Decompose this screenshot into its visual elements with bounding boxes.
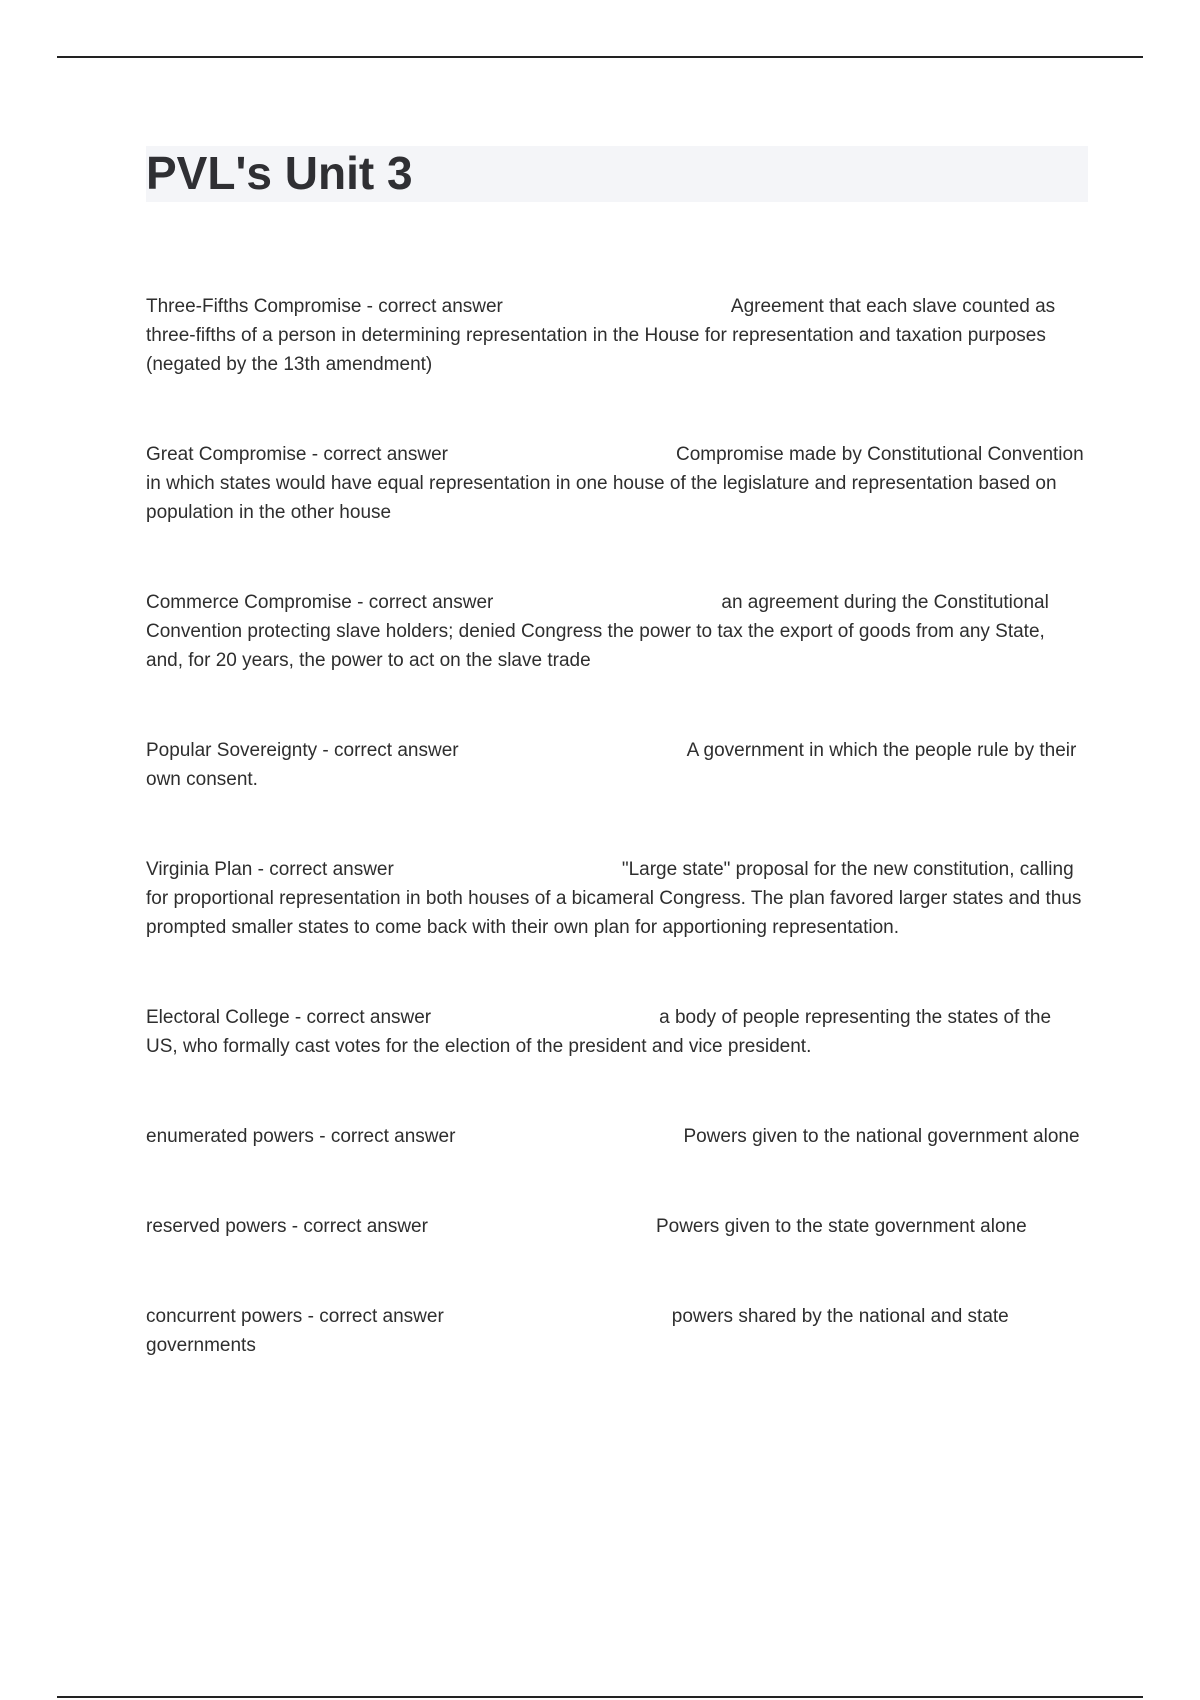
flashcard-term: reserved powers (146, 1216, 287, 1237)
page-title: PVL's Unit 3 (146, 147, 413, 199)
flashcard-definition: A government in which the people rule by their own consent. (146, 740, 1077, 790)
answer-marker: correct answer (378, 296, 503, 317)
flashcard-term: Commerce Compromise (146, 592, 352, 613)
flashcard-popular-sovereignty (146, 736, 1086, 794)
flashcard-definition: powers shared by the national and state governments (146, 1306, 1009, 1356)
flashcard-great-compromise (146, 440, 1086, 527)
flashcard-definition: an agreement during the Constitutional Convention protecting slave holders; denied Congress the power to tax the export of goods from any State, and, for 20 years, the power to act on the slave trade (146, 592, 1049, 671)
term-separator: - (286, 1216, 304, 1237)
answer-marker: correct answer (306, 1007, 432, 1028)
flashcard-electoral-college (146, 1003, 1086, 1061)
flashcard-definition: Powers given to the national government alone (683, 1126, 1080, 1147)
flashcard-term: Three-Fifths Compromise (146, 296, 362, 317)
flashcard-definition: Powers given to the state government alone (655, 1216, 1027, 1237)
answer-marker: correct answer (323, 444, 448, 465)
answer-marker: correct answer (368, 592, 494, 613)
page-bottom-rule (57, 1696, 1143, 1698)
term-separator: - (289, 1007, 307, 1028)
flashcard-definition: Agreement that each slave counted as three-fifths of a person in determining representation in the House for representation and taxation purposes (negated by the 13th amendment) (146, 296, 1056, 375)
term-separator: - (317, 740, 334, 761)
flashcard-three-fifths-compromise (146, 292, 1086, 379)
term-separator: - (351, 592, 369, 613)
flashcard-term: Popular Sovereignty (146, 740, 318, 761)
flashcard-definition: a body of people representing the states of the US, who formally cast votes for the election of the president and vice president. (146, 1007, 1052, 1057)
answer-marker: correct answer (303, 1216, 428, 1237)
page-top-rule (57, 56, 1143, 58)
answer-marker: correct answer (269, 859, 394, 880)
flashcard-reserved-powers (146, 1212, 1086, 1241)
flashcard-term: concurrent powers (146, 1306, 303, 1327)
flashcard-definition: Compromise made by Constitutional Convention in which states would have equal representation in one house of the legislature and representation based on population in the other house (146, 444, 1084, 523)
term-separator: - (302, 1306, 320, 1327)
flashcard-term: Virginia Plan (146, 859, 253, 880)
term-separator: - (313, 1126, 331, 1147)
term-separator: - (361, 296, 379, 317)
flashcard-term: Great Compromise (146, 444, 307, 465)
flashcard-term: Electoral College (146, 1007, 290, 1028)
answer-marker: correct answer (319, 1306, 444, 1327)
answer-marker: correct answer (334, 740, 459, 761)
term-separator: - (306, 444, 324, 465)
flashcard-term: enumerated powers (146, 1126, 314, 1147)
flashcard-enumerated-powers (146, 1122, 1086, 1151)
flashcard-concurrent-powers (146, 1302, 1086, 1360)
flashcard-list (146, 292, 1086, 1360)
answer-marker: correct answer (330, 1126, 456, 1147)
flashcard-virginia-plan (146, 855, 1086, 942)
flashcard-definition: "Large state" proposal for the new constitution, calling for proportional representation in both houses of a bicameral Congress. The plan favored larger states and thus prompted smaller states to come back with their own plan for apportioning representation. (146, 859, 1082, 938)
term-separator: - (252, 859, 270, 880)
flashcard-commerce-compromise (146, 588, 1086, 675)
